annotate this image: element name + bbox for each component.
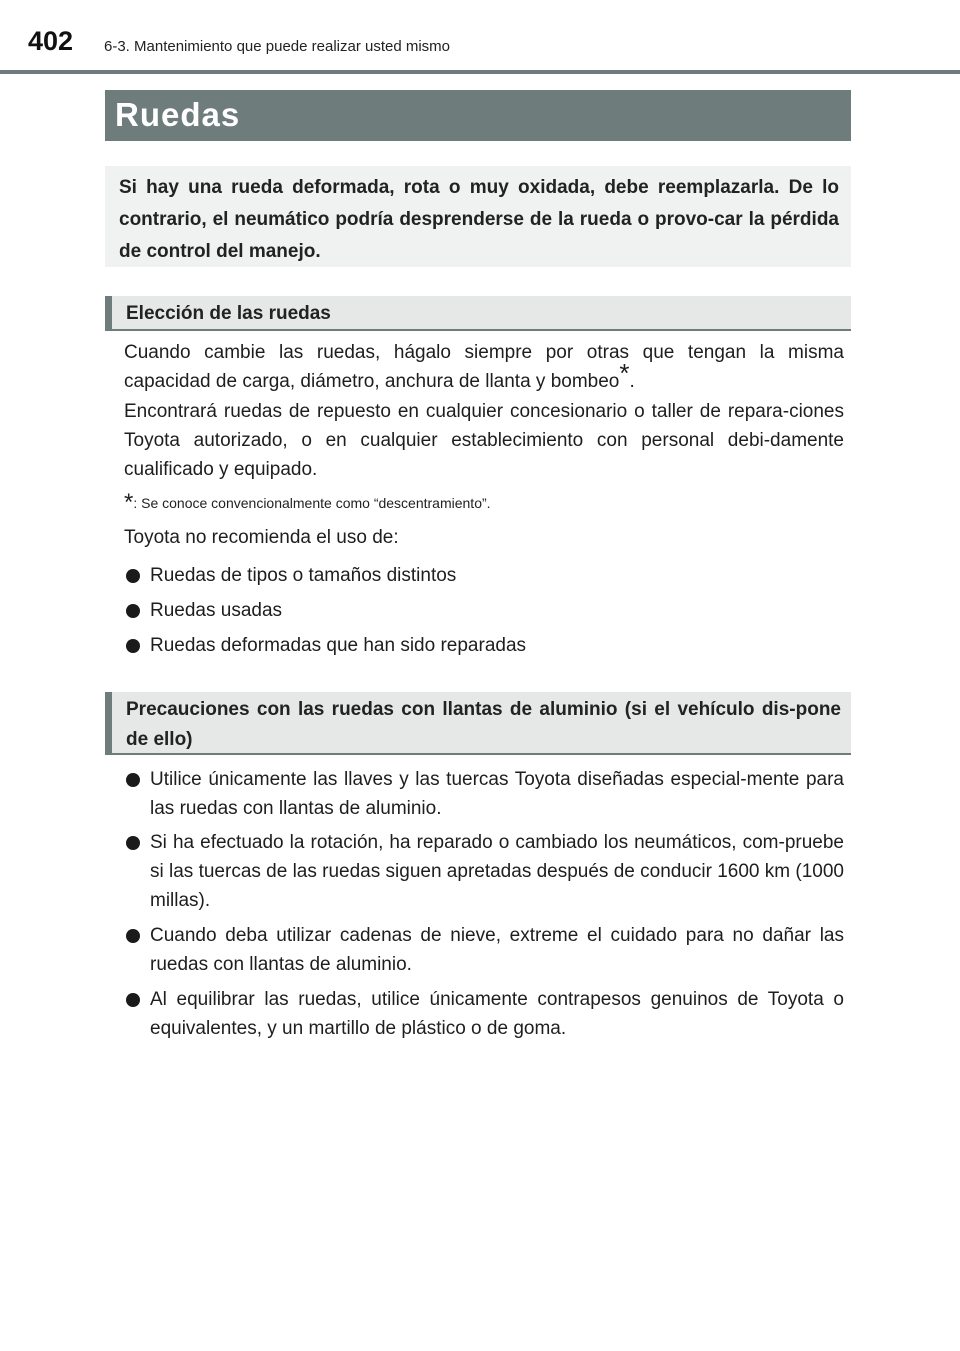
list-item bbox=[124, 596, 844, 625]
bullet-icon bbox=[126, 569, 140, 583]
recommendation-lead: Toyota no recomienda el uso de: bbox=[124, 527, 399, 548]
list-item bbox=[124, 985, 844, 1043]
list-item bbox=[124, 631, 844, 660]
header-divider bbox=[0, 70, 960, 74]
bullet-icon bbox=[126, 639, 140, 653]
list-item-text: Cuando deba utilizar cadenas de nieve, extreme el cuidado para no dañar las ruedas con llantas de aluminio. bbox=[150, 925, 844, 975]
paragraph-text: Cuando cambie las ruedas, hágalo siempre por otras que tengan la misma capacidad de carga, diámetro, anchura de llanta y bombeo bbox=[124, 342, 844, 392]
page-number: 402 bbox=[28, 26, 74, 56]
title-banner bbox=[105, 90, 851, 141]
list-item-text: Ruedas usadas bbox=[150, 600, 283, 621]
footnote bbox=[124, 489, 491, 517]
list-item-text: Si ha efectuado la rotación, ha reparado o cambiado los neumáticos, com-pruebe si las tuercas de las ruedas siguen apretadas después de conducir 1600 km (1000 millas). bbox=[150, 832, 844, 911]
list-item-text: Ruedas deformadas que han sido reparadas bbox=[150, 635, 527, 656]
list-item-text: Ruedas de tipos o tamaños distintos bbox=[150, 565, 457, 586]
page-title: Ruedas bbox=[115, 96, 241, 133]
subsection-heading-wheel-choice: Elección de las ruedas bbox=[105, 296, 851, 331]
section-breadcrumb: 6-3. Mantenimiento que puede realizar usted mismo bbox=[104, 38, 451, 55]
paragraph-wheel-replacement bbox=[124, 338, 844, 396]
bullet-icon bbox=[126, 604, 140, 618]
intro-warning-box: Si hay una rueda deformada, rota o muy oxidada, debe reemplazarla. De lo contrario, el neumático podría desprenderse de la rueda o provo-car la pérdida de control del manejo. bbox=[105, 166, 851, 267]
paragraph-spare-wheels: Encontrará ruedas de repuesto en cualquier concesionario o taller de repara-ciones Toyota autorizado, o en cualquier establecimiento con personal debi-damente cualificado y equipado. bbox=[124, 401, 844, 480]
list-item bbox=[124, 921, 844, 979]
footnote-marker: * bbox=[619, 357, 630, 388]
paragraph-end: . bbox=[629, 371, 635, 392]
list-item bbox=[124, 561, 844, 590]
subsection-heading-aluminum-wheels: Precauciones con las ruedas con llantas de aluminio (si el vehículo dis-pone de ello) bbox=[105, 692, 851, 755]
bullet-icon bbox=[126, 836, 140, 850]
list-item-text: Utilice únicamente las llaves y las tuercas Toyota diseñadas especial-mente para las ruedas con llantas de aluminio. bbox=[150, 769, 844, 819]
footnote-text: : Se conoce convencionalmente como “descentramiento”. bbox=[133, 495, 491, 511]
footnote-star: * bbox=[124, 489, 134, 516]
bullet-icon bbox=[126, 993, 140, 1007]
list-item bbox=[124, 828, 844, 915]
bullet-icon bbox=[126, 929, 140, 943]
list-item bbox=[124, 765, 844, 823]
bullet-icon bbox=[126, 773, 140, 787]
list-item-text: Al equilibrar las ruedas, utilice únicamente contrapesos genuinos de Toyota o equivalentes, y un martillo de plástico o de goma. bbox=[150, 989, 844, 1039]
